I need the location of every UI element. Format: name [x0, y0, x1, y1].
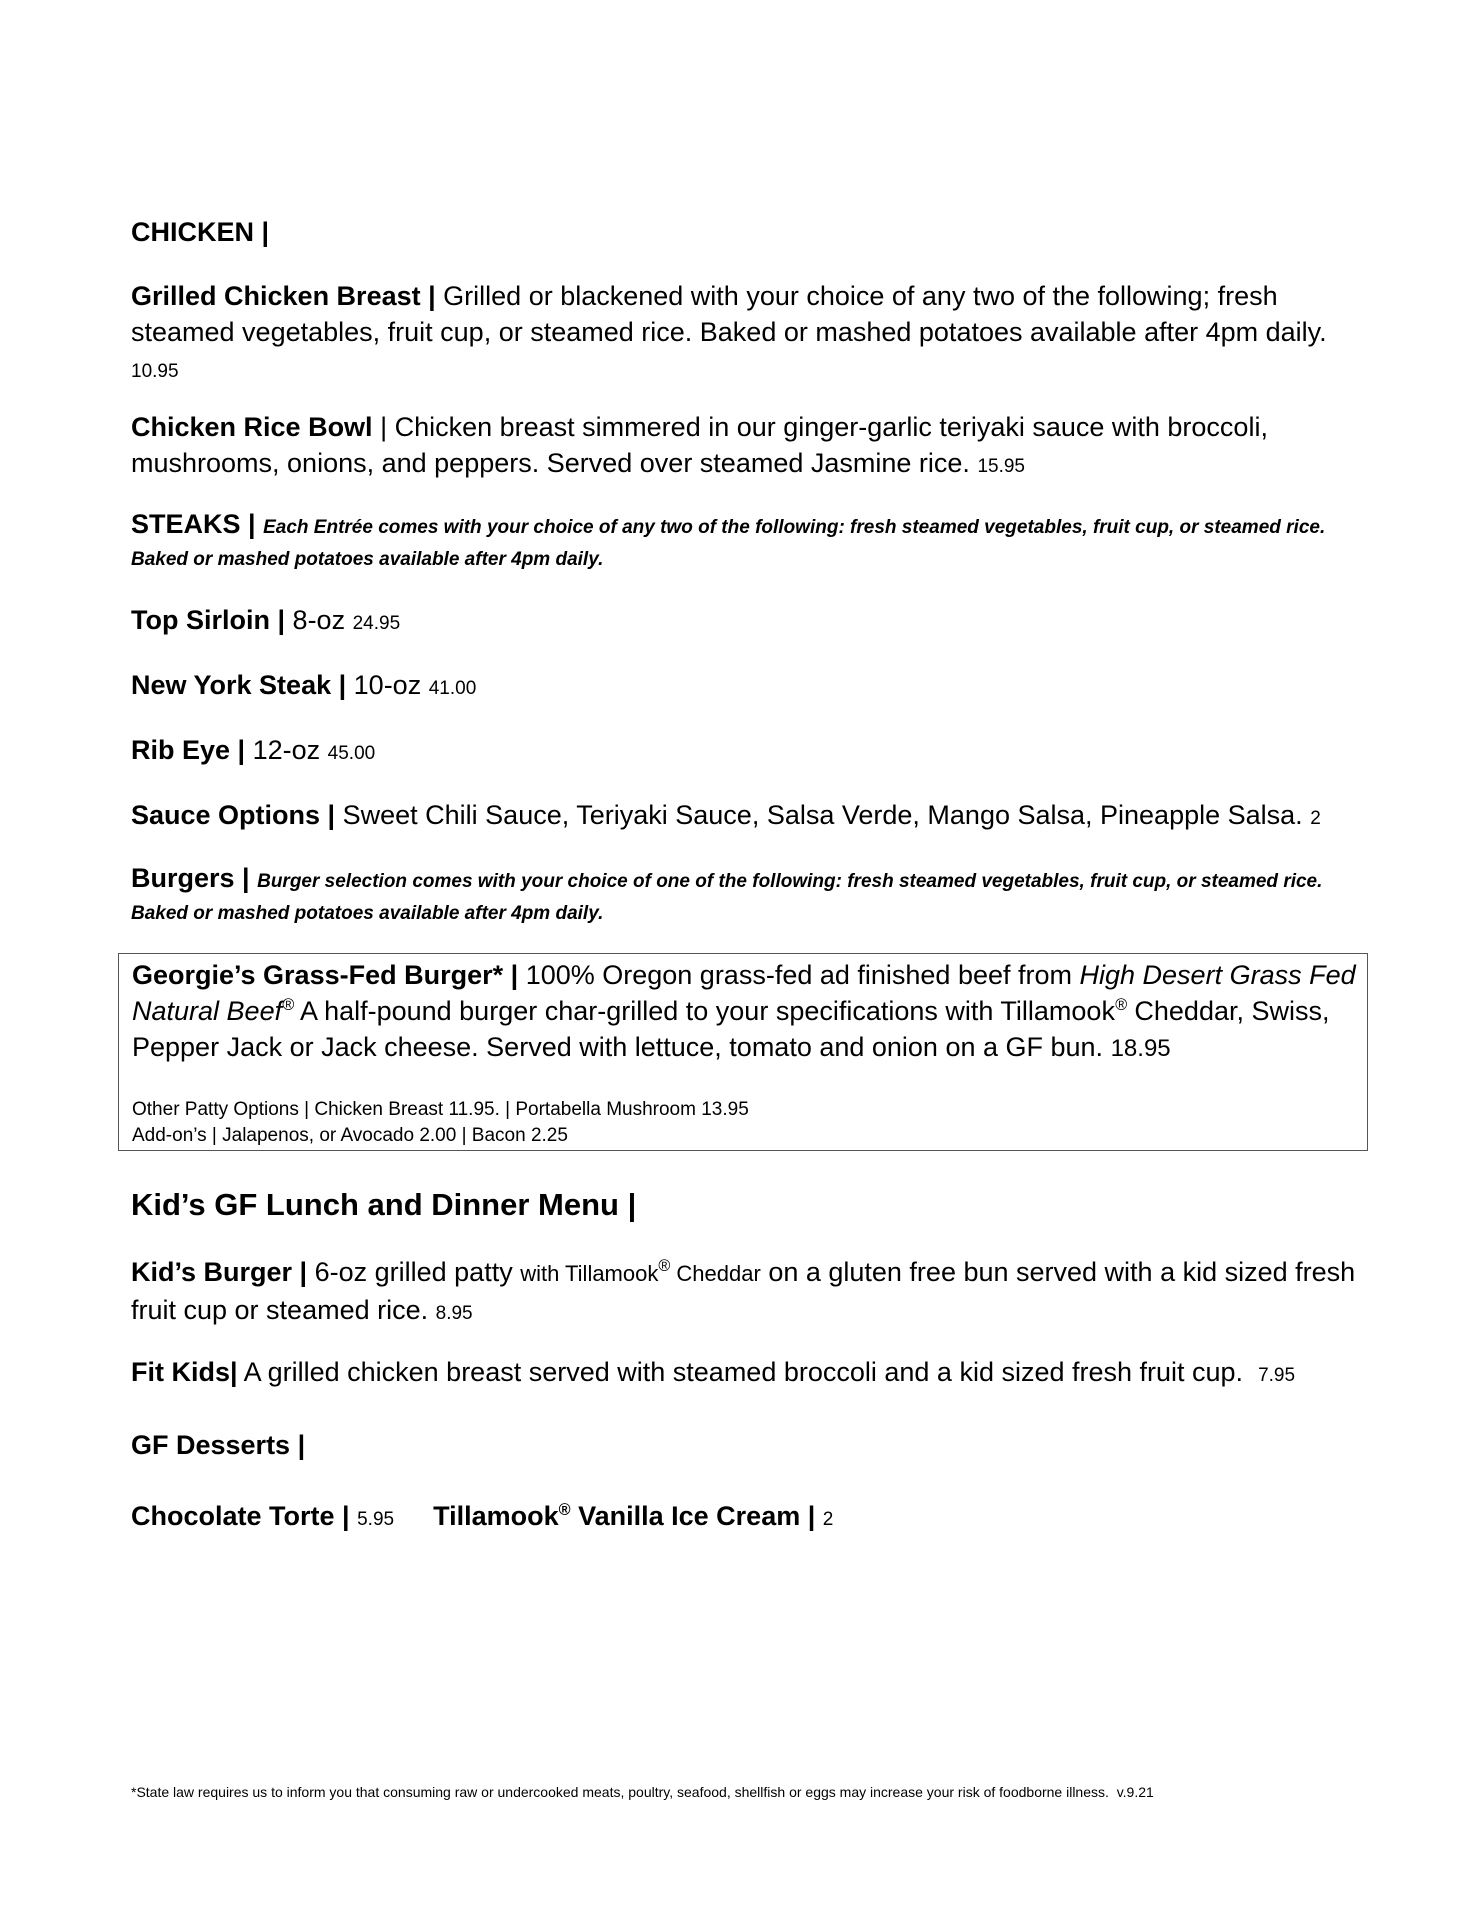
kids-burger-item [131, 1254, 1371, 1332]
steaks-section-header [131, 510, 1371, 574]
item-description-part3: Cheddar, Swiss, Pepper Jack or Jack cheese. Served with lettuce, tomato and onion on a GF bun. [132, 996, 1330, 1062]
featured-burger-box [118, 953, 1368, 1151]
footer-disclaimer: *State law requires us to inform you that consuming raw or undercooked meats, poultry, seafood, shellfish or eggs may increase your risk of foodborne illness. [131, 1784, 1109, 1800]
featured-burger-item [132, 957, 1357, 1067]
item-description: A grilled chicken breast served with steamed broccoli and a kid sized fresh fruit cup. [237, 1357, 1244, 1387]
item-price: 18.95 [1110, 1035, 1171, 1062]
kids-menu-heading: Kid’s GF Lunch and Dinner Menu | [131, 1187, 637, 1222]
item-price: 10.95 [131, 361, 179, 382]
new-york-steak-item [131, 667, 1371, 707]
top-sirloin-item [131, 602, 1371, 642]
item-description-small: with Tillamook [520, 1261, 659, 1286]
item-size: 10-oz [346, 670, 422, 700]
item-price: 15.95 [977, 456, 1025, 477]
item-name: Chicken Rice Bowl [131, 412, 373, 442]
rib-eye-item [131, 732, 1371, 772]
item-name: Rib Eye | [131, 735, 246, 765]
steaks-note: Each Entrée comes with your choice of any two of the following: fresh steamed vegetables, fruit cup, or steamed rice. Baked or mashed potatoes available after 4pm daily. [131, 517, 1326, 570]
item-description: Sweet Chili Sauce, Teriyaki Sauce, Salsa Verde, Mango Salsa, Pineapple Salsa. [335, 800, 1303, 830]
item-name: Kid’s Burger | [131, 1257, 308, 1287]
grilled-chicken-item [131, 278, 1371, 390]
item-name: Georgie’s Grass-Fed Burger* | [132, 960, 519, 990]
item-price: 24.95 [352, 613, 401, 634]
item-description-small2: Cheddar [670, 1261, 761, 1286]
item-name: Sauce Options | [131, 800, 336, 830]
chocolate-torte-name: Chocolate Torte | [131, 1501, 350, 1531]
fit-kids-item [131, 1354, 1371, 1394]
ice-cream-name-part2: Vanilla Ice Cream | [570, 1501, 816, 1531]
other-patty-options: Other Patty Options | Chicken Breast 11.95. | Portabella Mushroom 13.95 [132, 1099, 749, 1120]
item-size: 12-oz [245, 735, 321, 765]
desserts-heading: GF Desserts | [131, 1430, 306, 1460]
item-size: 8-oz [285, 605, 346, 635]
item-description-part1: 6-oz grilled patty [307, 1257, 521, 1287]
item-price: 7.95 [1258, 1365, 1296, 1386]
beef-brand: High Desert Grass Fed Natural Beef [132, 960, 1356, 1026]
item-name: Grilled Chicken Breast | [131, 281, 436, 311]
footer-version: v.9.21 [1116, 1784, 1154, 1800]
ice-cream-price: 2 [822, 1509, 834, 1530]
item-description: | Chicken breast simmered in our ginger-garlic teriyaki sauce with broccoli, mushrooms, onions, and peppers. Served over steamed Jasmine rice. [131, 412, 1268, 478]
burgers-heading: Burgers | [131, 863, 250, 893]
chocolate-torte-price: 5.95 [357, 1509, 395, 1530]
item-description-part1: 100% Oregon grass-fed ad finished beef from [518, 960, 1080, 990]
burger-options [132, 1097, 749, 1149]
sauce-options-item [131, 797, 1371, 837]
registered-mark: ® [658, 1257, 671, 1275]
ice-cream-name-part1: Tillamook [433, 1501, 559, 1531]
item-name: Fit Kids| [131, 1357, 238, 1387]
registered-mark: ® [1114, 996, 1127, 1014]
chicken-heading: CHICKEN | [131, 217, 270, 247]
legal-footer [131, 1783, 1154, 1801]
item-name: Top Sirloin | [131, 605, 286, 635]
registered-mark: ® [558, 1501, 571, 1519]
chicken-rice-bowl-item [131, 409, 1371, 485]
item-price: 2 [1310, 808, 1321, 829]
burgers-note: Burger selection comes with your choice of one of the following: fresh steamed vegetables, fruit cup, or steamed rice. Baked or mashed potatoes available after 4pm daily. [131, 871, 1323, 924]
item-description-part2: A half-pound burger char-grilled to your specifications with Tillamook [294, 996, 1115, 1026]
item-price: 45.00 [327, 743, 376, 764]
item-price: 8.95 [435, 1303, 473, 1324]
steaks-heading: STEAKS | [131, 509, 256, 539]
add-ons: Add-on’s | Jalapenos, or Avocado 2.00 | Bacon 2.25 [132, 1125, 568, 1146]
item-description-part2: on a gluten free bun served with a kid sized fresh fruit cup or steamed rice. [131, 1257, 1356, 1325]
item-name: New York Steak | [131, 670, 347, 700]
desserts-items [131, 1498, 1371, 1538]
burgers-section-header [131, 864, 1371, 928]
item-price: 41.00 [428, 678, 477, 699]
item-description: Grilled or blackened with your choice of any two of the following; fresh steamed vegetables, fruit cup, or steamed rice. Baked or mashed potatoes available after 4pm daily. [131, 281, 1327, 347]
registered-mark: ® [282, 996, 295, 1014]
